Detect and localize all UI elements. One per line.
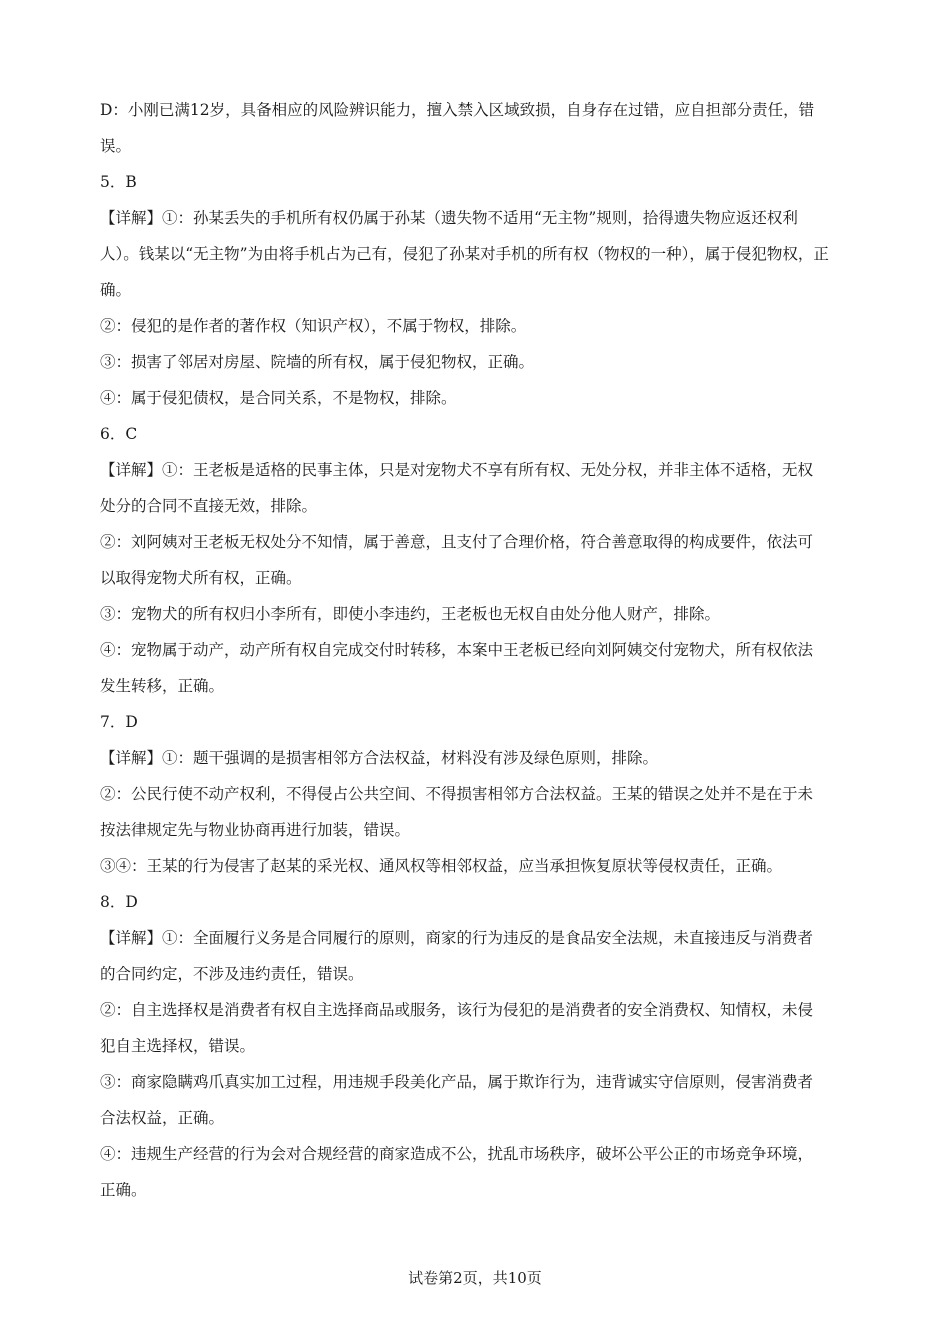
text-line: ④：属于侵犯债权，是合同关系，不是物权，排除。 xyxy=(100,389,457,407)
text-line: 【详解】①：全面履行义务是合同履行的原则，商家的行为违反的是食品安全法规，未直接违反与消费者 xyxy=(100,929,814,947)
text-line: 犯自主选择权，错误。 xyxy=(100,1037,256,1055)
text-line: ③④：王某的行为侵害了赵某的采光权、通风权等相邻权益，应当承担恢复原状等侵权责任，正确。 xyxy=(100,857,783,875)
text-line: ③：损害了邻居对房屋、院墙的所有权，属于侵犯物权，正确。 xyxy=(100,353,535,371)
text-line: 确。 xyxy=(100,281,132,299)
text-line: 6．C xyxy=(100,425,138,443)
text-line: ④：宠物属于动产，动产所有权自完成交付时转移，本案中王老板已经向刘阿姨交付宠物犬，所有权依法 xyxy=(100,641,814,659)
document-body xyxy=(100,92,852,1208)
text-line: 【详解】①：孙某丢失的手机所有权仍属于孙某（遗失物不适用“无主物”规则，拾得遗失物应返还权利 xyxy=(100,209,798,227)
text-line: ②：侵犯的是作者的著作权（知识产权），不属于物权，排除。 xyxy=(100,317,527,335)
text-line: ②：公民行使不动产权利，不得侵占公共空间、不得损害相邻方合法权益。王某的错误之处并不是在于未 xyxy=(100,785,814,803)
text-line: 7．D xyxy=(100,713,138,731)
text-line: 发生转移，正确。 xyxy=(100,677,225,695)
text-line: ③：宠物犬的所有权归小李所有，即使小李违约，王老板也无权自由处分他人财产，排除。 xyxy=(100,605,721,623)
text-line: 处分的合同不直接无效，排除。 xyxy=(100,497,318,515)
text-line: ④：违规生产经营的行为会对合规经营的商家造成不公，扰乱市场秩序，破坏公平公正的市场竞争环境， xyxy=(100,1145,814,1163)
text-line: 的合同约定，不涉及违约责任，错误。 xyxy=(100,965,364,983)
text-line: 正确。 xyxy=(100,1181,147,1199)
text-line: 【详解】①：题干强调的是损害相邻方合法权益，材料没有涉及绿色原则，排除。 xyxy=(100,749,659,767)
text-line: ③：商家隐瞒鸡爪真实加工过程，用违规手段美化产品，属于欺诈行为，违背诚实守信原则，侵害消费者 xyxy=(100,1073,814,1091)
text-line: 5．B xyxy=(100,173,137,191)
text-line: ②：自主选择权是消费者有权自主选择商品或服务，该行为侵犯的是消费者的安全消费权、知情权，未侵 xyxy=(100,1001,814,1019)
text-line: 人）。钱某以“无主物”为由将手机占为己有，侵犯了孙某对手机的所有权（物权的一种），属于侵犯物权，正 xyxy=(100,245,829,263)
text-line: 【详解】①：王老板是适格的民事主体，只是对宠物犬不享有所有权、无处分权，并非主体不适格，无权 xyxy=(100,461,814,479)
text-line: ②：刘阿姨对王老板无权处分不知情，属于善意，且支付了合理价格，符合善意取得的构成要件，依法可 xyxy=(100,533,814,551)
text-line: D：小刚已满12岁，具备相应的风险辨识能力，擅入禁入区域致损，自身存在过错，应自担部分责任，错 xyxy=(100,101,815,119)
text-line: 按法律规定先与物业协商再进行加装，错误。 xyxy=(100,821,411,839)
text-line: 误。 xyxy=(100,137,132,155)
text-line: 合法权益，正确。 xyxy=(100,1109,225,1127)
page-footer: 试卷第2页，共10页 xyxy=(408,1269,542,1287)
text-line: 8．D xyxy=(100,893,138,911)
text-line: 以取得宠物犬所有权，正确。 xyxy=(100,569,302,587)
